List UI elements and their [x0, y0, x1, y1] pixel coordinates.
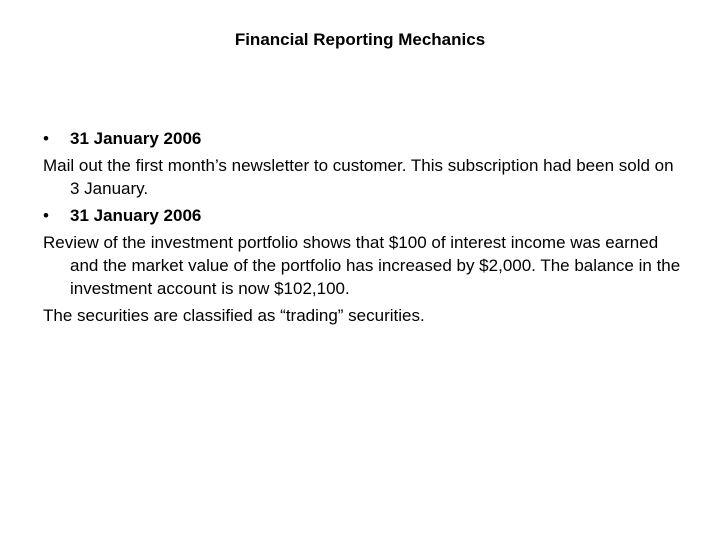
bullet-item [43, 204, 683, 227]
bullet-date: 31 January 2006 [70, 206, 202, 225]
bullet-icon: • [43, 206, 49, 225]
paragraph: The securities are classified as “trading” securities. [43, 306, 425, 325]
paragraph: Review of the investment portfolio shows that $100 of interest income was earned and the market value of the portfolio has increased by $2,000. The balance in the investment account is now $102,100. [43, 233, 681, 298]
bullet-icon: • [43, 129, 49, 148]
slide-content [43, 127, 683, 331]
paragraph: Mail out the first month’s newsletter to customer. This subscription had been sold on 3 January. [43, 156, 674, 198]
bullet-date: 31 January 2006 [70, 129, 202, 148]
slide-title: Financial Reporting Mechanics [234, 30, 486, 49]
bullet-item [43, 127, 683, 150]
